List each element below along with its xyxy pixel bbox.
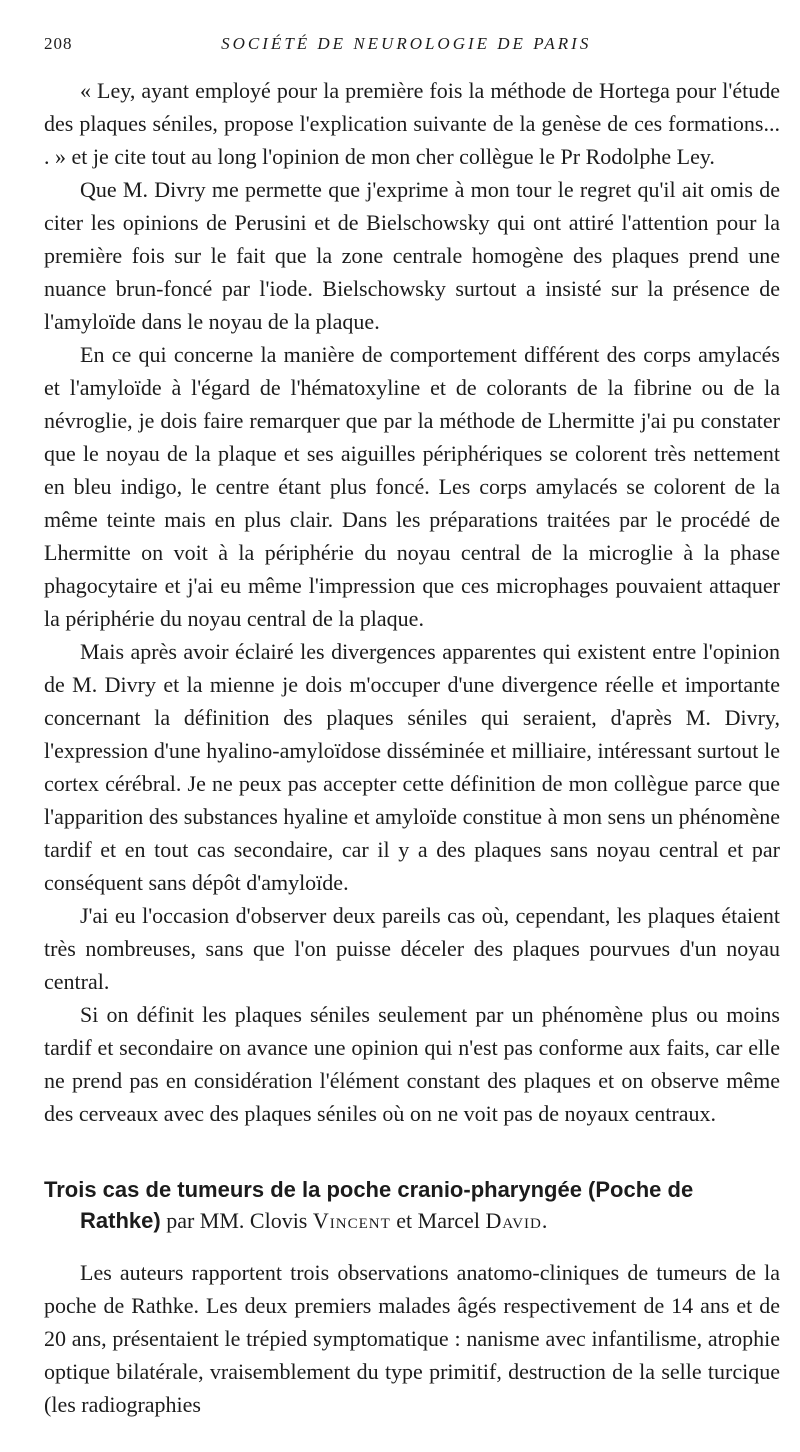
paragraph-divry-omission: Que M. Divry me permette que j'exprime à mon tour le regret qu'il ait omis de citer les opinions de Perusini et de Bielschowsky qui ont attiré l'attention pour la première fois sur le fait que la zone centrale homogène des plaques prend une nuance brun-foncé par l'iode. Bielschowsky surtout a insisté sur la présence de l'amyloïde dans le noyau de la plaque. xyxy=(44,177,780,334)
page-number: 208 xyxy=(44,34,73,53)
paragraph-conclusion: Si on définit les plaques séniles seulement par un phénomène plus ou moins tardif et secondaire on avance une opinion qui n'est pas conforme aux faits, car elle ne prend pas en considération l'élément constant des plaques et on observe même des cerveaux avec des plaques séniles où on ne voit pas de noyaux centraux. xyxy=(44,1002,780,1126)
author-david: David. xyxy=(485,1208,549,1233)
author-vincent: Vincent xyxy=(312,1208,391,1233)
article-title-line2: Rathke) xyxy=(80,1208,161,1233)
running-title: SOCIÉTÉ DE NEUROLOGIE DE PARIS xyxy=(221,34,592,53)
paragraph-ley-quote: « Ley, ayant employé pour la première fois la méthode de Hortega pour l'étude des plaques séniles, propose l'explication suivante de la genèse de ces formations... . » et je cite tout au long l'opinion de mon cher collègue le Pr Rodolphe Ley. xyxy=(44,78,780,169)
document-page xyxy=(44,34,780,1421)
byline-and: et Marcel xyxy=(396,1208,480,1233)
article-abstract: Les auteurs rapportent trois observations anatomo-cliniques de tumeurs de la poche de Rathke. Les deux premiers malades âgés respectivement de 14 ans et de 20 ans, présentaient le trépied symptomatique : nanisme avec infantilisme, atrophie optique bilatérale, vraisemblement du type primitif, destruction de la selle turcique (les radiographies xyxy=(44,1260,780,1417)
page-header xyxy=(44,34,780,54)
paragraph-staining: En ce qui concerne la manière de comportement différent des corps amylacés et l'amyloïde à l'égard de l'hématoxyline et de colorants de la fibrine ou de la névroglie, je dois faire remarquer que par la méthode de Lhermitte j'ai pu constater que le noyau de la plaque et ses aiguilles périphériques se colorent très nettement en bleu indigo, le centre étant plus foncé. Les corps amylacés se colorent de la même teinte mais en plus clair. Dans les préparations traitées par le procédé de Lhermitte on voit à la périphérie du noyau central de la microglie à la phase phagocytaire et j'ai eu même l'impression que ces microphages pouvaient attaquer la périphérie du noyau central de la plaque. xyxy=(44,342,780,631)
paragraph-observation: J'ai eu l'occasion d'observer deux pareils cas où, cependant, les plaques étaient très nombreuses, sans que l'on puisse déceler des plaques pourvues d'un noyau central. xyxy=(44,903,780,994)
article-title-line1: Trois cas de tumeurs de la poche cranio-pharyngée (Poche de xyxy=(44,1177,694,1202)
article-title xyxy=(44,1174,780,1236)
byline-by: par MM. Clovis xyxy=(166,1208,308,1233)
paragraph-definition: Mais après avoir éclairé les divergences apparentes qui existent entre l'opinion de M. Divry et la mienne je dois m'occuper d'une divergence réelle et importante concernant la définition des plaques séniles qui seraient, d'après M. Divry, l'expression d'une hyalino-amyloïdose disséminée et milliaire, intéressant surtout le cortex cérébral. Je ne peux pas accepter cette définition de mon collègue parce que l'apparition des substances hyaline et amyloïde constitue à mon sens un phénomène tardif et en tout cas secondaire, car il y a des plaques sans noyau central et par conséquent sans dépôt d'amyloïde. xyxy=(44,639,780,895)
